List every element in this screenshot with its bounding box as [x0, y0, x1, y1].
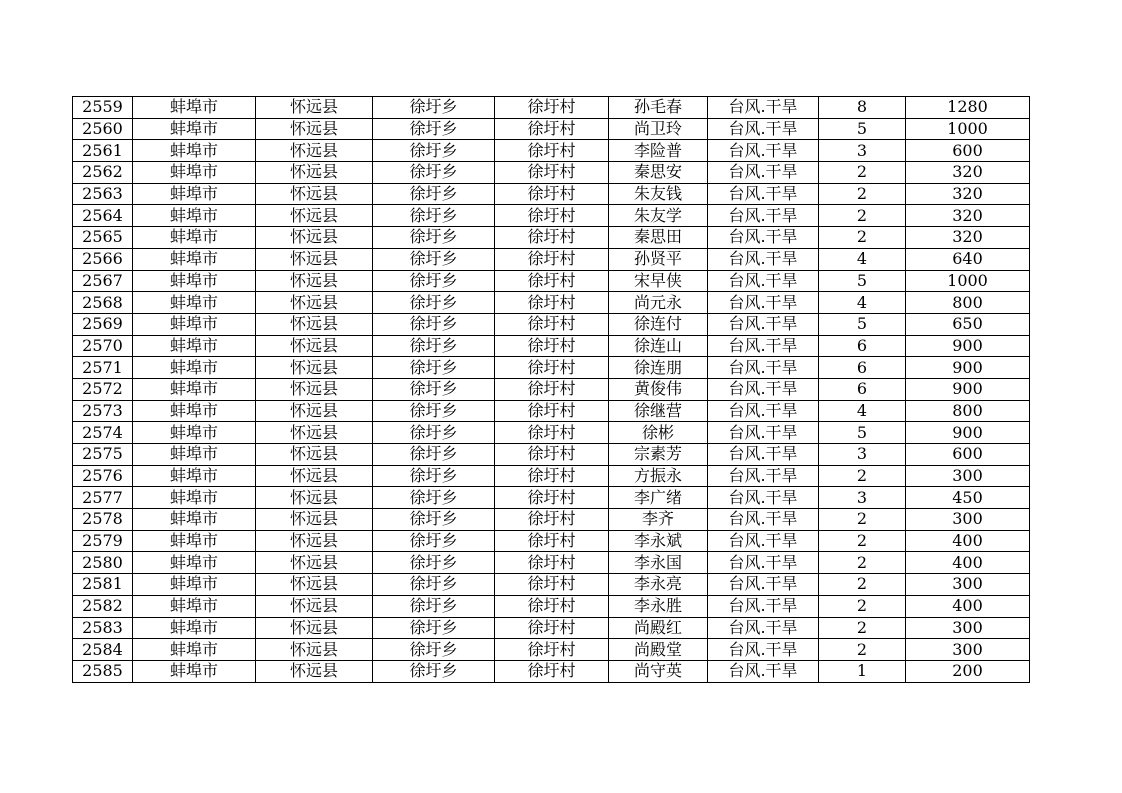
cell-amount: 1280 — [906, 97, 1030, 119]
cell-persons: 8 — [819, 97, 906, 119]
cell-amount: 600 — [906, 140, 1030, 162]
cell-persons: 2 — [819, 205, 906, 227]
table-body — [73, 97, 1030, 683]
table-row — [73, 378, 1030, 400]
cell-village: 徐圩村 — [495, 400, 609, 422]
table-row — [73, 292, 1030, 314]
cell-township: 徐圩乡 — [373, 422, 495, 444]
cell-persons: 3 — [819, 487, 906, 509]
cell-disaster: 台风.干旱 — [708, 400, 819, 422]
cell-disaster: 台风.干旱 — [708, 357, 819, 379]
cell-village: 徐圩村 — [495, 660, 609, 682]
cell-disaster: 台风.干旱 — [708, 487, 819, 509]
cell-name: 尚殿堂 — [609, 639, 708, 661]
cell-id: 2568 — [73, 292, 133, 314]
cell-id: 2570 — [73, 335, 133, 357]
cell-village: 徐圩村 — [495, 205, 609, 227]
cell-id: 2569 — [73, 313, 133, 335]
cell-amount: 1000 — [906, 118, 1030, 140]
cell-township: 徐圩乡 — [373, 574, 495, 596]
cell-id: 2563 — [73, 183, 133, 205]
cell-name: 朱友学 — [609, 205, 708, 227]
table-row — [73, 509, 1030, 531]
cell-disaster: 台风.干旱 — [708, 660, 819, 682]
cell-township: 徐圩乡 — [373, 227, 495, 249]
cell-name: 秦思安 — [609, 162, 708, 184]
cell-id: 2562 — [73, 162, 133, 184]
cell-id: 2571 — [73, 357, 133, 379]
cell-persons: 1 — [819, 660, 906, 682]
cell-city: 蚌埠市 — [133, 465, 256, 487]
cell-amount: 300 — [906, 617, 1030, 639]
cell-name: 尚元永 — [609, 292, 708, 314]
cell-village: 徐圩村 — [495, 162, 609, 184]
cell-id: 2561 — [73, 140, 133, 162]
cell-county: 怀远县 — [256, 162, 373, 184]
cell-id: 2574 — [73, 422, 133, 444]
cell-city: 蚌埠市 — [133, 205, 256, 227]
cell-name: 徐彬 — [609, 422, 708, 444]
cell-township: 徐圩乡 — [373, 313, 495, 335]
table-row — [73, 422, 1030, 444]
cell-county: 怀远县 — [256, 205, 373, 227]
cell-village: 徐圩村 — [495, 639, 609, 661]
cell-village: 徐圩村 — [495, 574, 609, 596]
cell-name: 李险普 — [609, 140, 708, 162]
cell-name: 徐连山 — [609, 335, 708, 357]
cell-name: 李永斌 — [609, 530, 708, 552]
cell-persons: 2 — [819, 465, 906, 487]
cell-city: 蚌埠市 — [133, 530, 256, 552]
cell-id: 2581 — [73, 574, 133, 596]
cell-persons: 2 — [819, 639, 906, 661]
cell-township: 徐圩乡 — [373, 97, 495, 119]
cell-village: 徐圩村 — [495, 292, 609, 314]
cell-persons: 2 — [819, 183, 906, 205]
cell-persons: 2 — [819, 574, 906, 596]
cell-disaster: 台风.干旱 — [708, 465, 819, 487]
cell-city: 蚌埠市 — [133, 639, 256, 661]
cell-disaster: 台风.干旱 — [708, 313, 819, 335]
cell-village: 徐圩村 — [495, 444, 609, 466]
cell-name: 李永国 — [609, 552, 708, 574]
cell-persons: 4 — [819, 248, 906, 270]
cell-township: 徐圩乡 — [373, 509, 495, 531]
cell-id: 2584 — [73, 639, 133, 661]
cell-village: 徐圩村 — [495, 183, 609, 205]
cell-name: 尚守英 — [609, 660, 708, 682]
cell-township: 徐圩乡 — [373, 617, 495, 639]
cell-disaster: 台风.干旱 — [708, 335, 819, 357]
cell-township: 徐圩乡 — [373, 595, 495, 617]
table-row — [73, 595, 1030, 617]
cell-city: 蚌埠市 — [133, 509, 256, 531]
cell-city: 蚌埠市 — [133, 313, 256, 335]
cell-disaster: 台风.干旱 — [708, 422, 819, 444]
cell-county: 怀远县 — [256, 595, 373, 617]
table-row — [73, 162, 1030, 184]
table-row — [73, 118, 1030, 140]
table-row — [73, 487, 1030, 509]
cell-village: 徐圩村 — [495, 357, 609, 379]
cell-disaster: 台风.干旱 — [708, 639, 819, 661]
cell-county: 怀远县 — [256, 509, 373, 531]
cell-city: 蚌埠市 — [133, 422, 256, 444]
cell-id: 2566 — [73, 248, 133, 270]
cell-city: 蚌埠市 — [133, 270, 256, 292]
cell-id: 2578 — [73, 509, 133, 531]
cell-township: 徐圩乡 — [373, 335, 495, 357]
cell-id: 2583 — [73, 617, 133, 639]
cell-disaster: 台风.干旱 — [708, 552, 819, 574]
cell-persons: 4 — [819, 400, 906, 422]
cell-city: 蚌埠市 — [133, 140, 256, 162]
cell-amount: 900 — [906, 422, 1030, 444]
table-row — [73, 270, 1030, 292]
cell-county: 怀远县 — [256, 227, 373, 249]
cell-township: 徐圩乡 — [373, 660, 495, 682]
cell-township: 徐圩乡 — [373, 183, 495, 205]
cell-county: 怀远县 — [256, 313, 373, 335]
cell-county: 怀远县 — [256, 530, 373, 552]
cell-county: 怀远县 — [256, 617, 373, 639]
cell-id: 2565 — [73, 227, 133, 249]
cell-village: 徐圩村 — [495, 487, 609, 509]
cell-village: 徐圩村 — [495, 248, 609, 270]
cell-village: 徐圩村 — [495, 595, 609, 617]
cell-name: 李永胜 — [609, 595, 708, 617]
table-row — [73, 335, 1030, 357]
cell-name: 宋早侠 — [609, 270, 708, 292]
cell-name: 黄俊伟 — [609, 378, 708, 400]
cell-persons: 6 — [819, 378, 906, 400]
cell-disaster: 台风.干旱 — [708, 292, 819, 314]
cell-city: 蚌埠市 — [133, 378, 256, 400]
cell-county: 怀远县 — [256, 183, 373, 205]
cell-name: 徐继营 — [609, 400, 708, 422]
cell-township: 徐圩乡 — [373, 400, 495, 422]
cell-id: 2567 — [73, 270, 133, 292]
cell-city: 蚌埠市 — [133, 617, 256, 639]
cell-id: 2579 — [73, 530, 133, 552]
cell-city: 蚌埠市 — [133, 162, 256, 184]
table-row — [73, 465, 1030, 487]
table-row — [73, 248, 1030, 270]
cell-persons: 3 — [819, 444, 906, 466]
cell-township: 徐圩乡 — [373, 639, 495, 661]
table-row — [73, 400, 1030, 422]
cell-name: 李广绪 — [609, 487, 708, 509]
cell-county: 怀远县 — [256, 292, 373, 314]
cell-id: 2582 — [73, 595, 133, 617]
cell-amount: 450 — [906, 487, 1030, 509]
cell-persons: 2 — [819, 162, 906, 184]
cell-county: 怀远县 — [256, 487, 373, 509]
cell-county: 怀远县 — [256, 357, 373, 379]
cell-village: 徐圩村 — [495, 422, 609, 444]
cell-county: 怀远县 — [256, 335, 373, 357]
cell-id: 2580 — [73, 552, 133, 574]
cell-county: 怀远县 — [256, 140, 373, 162]
cell-county: 怀远县 — [256, 444, 373, 466]
cell-amount: 400 — [906, 552, 1030, 574]
cell-id: 2576 — [73, 465, 133, 487]
cell-disaster: 台风.干旱 — [708, 118, 819, 140]
cell-city: 蚌埠市 — [133, 487, 256, 509]
cell-township: 徐圩乡 — [373, 530, 495, 552]
cell-township: 徐圩乡 — [373, 270, 495, 292]
cell-city: 蚌埠市 — [133, 227, 256, 249]
cell-id: 2559 — [73, 97, 133, 119]
cell-city: 蚌埠市 — [133, 357, 256, 379]
cell-city: 蚌埠市 — [133, 118, 256, 140]
cell-disaster: 台风.干旱 — [708, 97, 819, 119]
cell-id: 2564 — [73, 205, 133, 227]
table-row — [73, 444, 1030, 466]
cell-city: 蚌埠市 — [133, 552, 256, 574]
cell-persons: 2 — [819, 227, 906, 249]
cell-county: 怀远县 — [256, 465, 373, 487]
table-row — [73, 140, 1030, 162]
cell-id: 2575 — [73, 444, 133, 466]
cell-county: 怀远县 — [256, 400, 373, 422]
cell-persons: 5 — [819, 118, 906, 140]
table-row — [73, 660, 1030, 682]
cell-name: 尚卫玲 — [609, 118, 708, 140]
cell-township: 徐圩乡 — [373, 552, 495, 574]
cell-county: 怀远县 — [256, 118, 373, 140]
cell-name: 孙毛春 — [609, 97, 708, 119]
cell-village: 徐圩村 — [495, 378, 609, 400]
cell-persons: 2 — [819, 595, 906, 617]
cell-amount: 300 — [906, 639, 1030, 661]
cell-county: 怀远县 — [256, 378, 373, 400]
cell-persons: 2 — [819, 509, 906, 531]
cell-disaster: 台风.干旱 — [708, 530, 819, 552]
cell-amount: 320 — [906, 183, 1030, 205]
cell-village: 徐圩村 — [495, 270, 609, 292]
cell-village: 徐圩村 — [495, 552, 609, 574]
cell-amount: 400 — [906, 530, 1030, 552]
cell-city: 蚌埠市 — [133, 595, 256, 617]
cell-id: 2572 — [73, 378, 133, 400]
cell-persons: 2 — [819, 552, 906, 574]
cell-amount: 800 — [906, 292, 1030, 314]
cell-village: 徐圩村 — [495, 140, 609, 162]
cell-amount: 1000 — [906, 270, 1030, 292]
cell-disaster: 台风.干旱 — [708, 270, 819, 292]
cell-name: 徐连朋 — [609, 357, 708, 379]
cell-township: 徐圩乡 — [373, 487, 495, 509]
cell-name: 朱友钱 — [609, 183, 708, 205]
cell-amount: 900 — [906, 378, 1030, 400]
table-row — [73, 552, 1030, 574]
cell-disaster: 台风.干旱 — [708, 140, 819, 162]
cell-disaster: 台风.干旱 — [708, 617, 819, 639]
cell-city: 蚌埠市 — [133, 183, 256, 205]
cell-township: 徐圩乡 — [373, 444, 495, 466]
cell-id: 2577 — [73, 487, 133, 509]
cell-county: 怀远县 — [256, 248, 373, 270]
table-row — [73, 530, 1030, 552]
cell-amount: 320 — [906, 162, 1030, 184]
cell-village: 徐圩村 — [495, 465, 609, 487]
cell-township: 徐圩乡 — [373, 162, 495, 184]
cell-disaster: 台风.干旱 — [708, 444, 819, 466]
cell-township: 徐圩乡 — [373, 357, 495, 379]
cell-disaster: 台风.干旱 — [708, 509, 819, 531]
cell-disaster: 台风.干旱 — [708, 162, 819, 184]
cell-disaster: 台风.干旱 — [708, 248, 819, 270]
cell-name: 李永亮 — [609, 574, 708, 596]
cell-amount: 300 — [906, 509, 1030, 531]
cell-township: 徐圩乡 — [373, 292, 495, 314]
cell-county: 怀远县 — [256, 422, 373, 444]
cell-name: 徐连付 — [609, 313, 708, 335]
relief-table — [72, 96, 1030, 683]
cell-city: 蚌埠市 — [133, 574, 256, 596]
cell-village: 徐圩村 — [495, 530, 609, 552]
cell-disaster: 台风.干旱 — [708, 183, 819, 205]
cell-name: 孙贤平 — [609, 248, 708, 270]
cell-amount: 300 — [906, 465, 1030, 487]
cell-amount: 600 — [906, 444, 1030, 466]
cell-amount: 400 — [906, 595, 1030, 617]
cell-amount: 300 — [906, 574, 1030, 596]
cell-id: 2560 — [73, 118, 133, 140]
cell-county: 怀远县 — [256, 639, 373, 661]
cell-city: 蚌埠市 — [133, 444, 256, 466]
cell-persons: 5 — [819, 313, 906, 335]
cell-village: 徐圩村 — [495, 313, 609, 335]
cell-village: 徐圩村 — [495, 617, 609, 639]
cell-amount: 320 — [906, 205, 1030, 227]
cell-name: 方振永 — [609, 465, 708, 487]
table-row — [73, 639, 1030, 661]
cell-name: 李齐 — [609, 509, 708, 531]
cell-village: 徐圩村 — [495, 97, 609, 119]
cell-persons: 5 — [819, 422, 906, 444]
cell-city: 蚌埠市 — [133, 400, 256, 422]
table-row — [73, 313, 1030, 335]
cell-name: 秦思田 — [609, 227, 708, 249]
table-row — [73, 357, 1030, 379]
cell-amount: 900 — [906, 335, 1030, 357]
cell-township: 徐圩乡 — [373, 248, 495, 270]
cell-id: 2573 — [73, 400, 133, 422]
cell-persons: 2 — [819, 617, 906, 639]
table-row — [73, 183, 1030, 205]
cell-city: 蚌埠市 — [133, 97, 256, 119]
cell-name: 宗素芳 — [609, 444, 708, 466]
table-row — [73, 574, 1030, 596]
cell-disaster: 台风.干旱 — [708, 574, 819, 596]
cell-city: 蚌埠市 — [133, 248, 256, 270]
cell-persons: 5 — [819, 270, 906, 292]
cell-persons: 6 — [819, 335, 906, 357]
cell-village: 徐圩村 — [495, 509, 609, 531]
cell-persons: 2 — [819, 530, 906, 552]
cell-county: 怀远县 — [256, 97, 373, 119]
cell-id: 2585 — [73, 660, 133, 682]
cell-county: 怀远县 — [256, 574, 373, 596]
cell-village: 徐圩村 — [495, 118, 609, 140]
cell-township: 徐圩乡 — [373, 118, 495, 140]
cell-amount: 650 — [906, 313, 1030, 335]
cell-disaster: 台风.干旱 — [708, 378, 819, 400]
cell-amount: 640 — [906, 248, 1030, 270]
table-row — [73, 97, 1030, 119]
cell-disaster: 台风.干旱 — [708, 595, 819, 617]
cell-disaster: 台风.干旱 — [708, 205, 819, 227]
cell-township: 徐圩乡 — [373, 140, 495, 162]
cell-amount: 200 — [906, 660, 1030, 682]
cell-name: 尚殿红 — [609, 617, 708, 639]
cell-persons: 4 — [819, 292, 906, 314]
table-row — [73, 205, 1030, 227]
cell-village: 徐圩村 — [495, 335, 609, 357]
table-row — [73, 227, 1030, 249]
cell-township: 徐圩乡 — [373, 205, 495, 227]
cell-county: 怀远县 — [256, 660, 373, 682]
cell-amount: 800 — [906, 400, 1030, 422]
cell-amount: 320 — [906, 227, 1030, 249]
cell-township: 徐圩乡 — [373, 465, 495, 487]
cell-township: 徐圩乡 — [373, 378, 495, 400]
cell-county: 怀远县 — [256, 270, 373, 292]
cell-persons: 6 — [819, 357, 906, 379]
cell-city: 蚌埠市 — [133, 292, 256, 314]
cell-disaster: 台风.干旱 — [708, 227, 819, 249]
cell-amount: 900 — [906, 357, 1030, 379]
cell-city: 蚌埠市 — [133, 660, 256, 682]
table-row — [73, 617, 1030, 639]
cell-county: 怀远县 — [256, 552, 373, 574]
cell-village: 徐圩村 — [495, 227, 609, 249]
cell-persons: 3 — [819, 140, 906, 162]
cell-city: 蚌埠市 — [133, 335, 256, 357]
